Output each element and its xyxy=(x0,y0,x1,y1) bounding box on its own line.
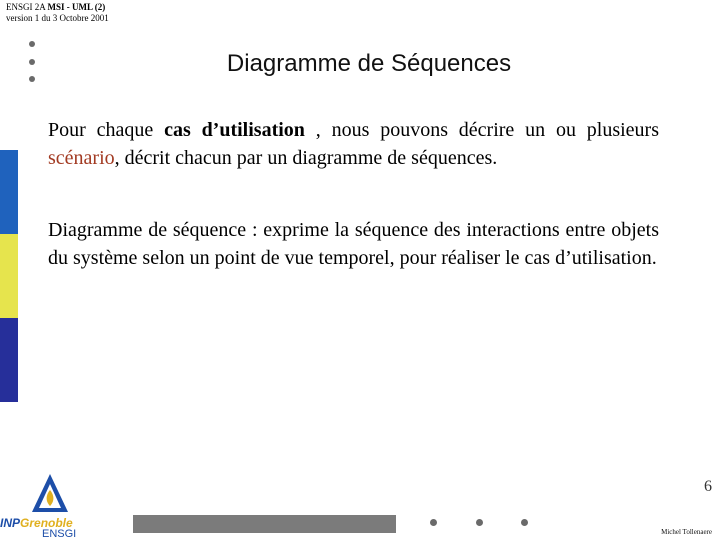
para1-text-1: Pour chaque xyxy=(48,119,165,141)
paragraph-sequence-definition: Diagramme de séquence : exprime la séquence des interactions entre objets du système selon un point de vue temporel, pour réaliser le cas d’utilisation. xyxy=(48,219,659,269)
para1-text-2: , nous pouvons décrire un ou plusieurs xyxy=(304,119,660,141)
slide-title: Diagramme de Séquences xyxy=(226,50,512,77)
footer-dot-3 xyxy=(521,519,528,526)
logo-flame-icon xyxy=(30,472,70,516)
decorative-dot-1 xyxy=(29,41,35,47)
header-course-line xyxy=(6,2,105,13)
logo-inp: INP xyxy=(0,516,21,530)
header-course: MSI - UML (2) xyxy=(47,2,106,12)
logo-grenoble: Grenoble xyxy=(20,516,73,530)
header-version: version 1 du 3 Octobre 2001 xyxy=(6,13,109,23)
logo-ensgi: ENSGI xyxy=(42,528,77,540)
side-bar-blue xyxy=(0,150,18,234)
term-scenario: scénario xyxy=(48,147,115,169)
para1-text-3: , décrit chacun par un diagramme de séquences. xyxy=(114,147,498,169)
side-bar-yellow xyxy=(0,234,18,318)
side-bar-navy xyxy=(0,318,18,402)
footer-dot-2 xyxy=(476,519,483,526)
term-use-case: cas d’utilisation xyxy=(164,119,305,141)
footer-dot-1 xyxy=(430,519,437,526)
page-number: 6 xyxy=(704,478,712,495)
footer-bar xyxy=(133,515,396,533)
inp-grenoble-logo xyxy=(0,472,90,540)
author-name: Michel Tollenaere xyxy=(661,528,712,536)
paragraph-scenarios xyxy=(48,116,659,172)
header-prefix: ENSGI 2A xyxy=(6,2,48,12)
